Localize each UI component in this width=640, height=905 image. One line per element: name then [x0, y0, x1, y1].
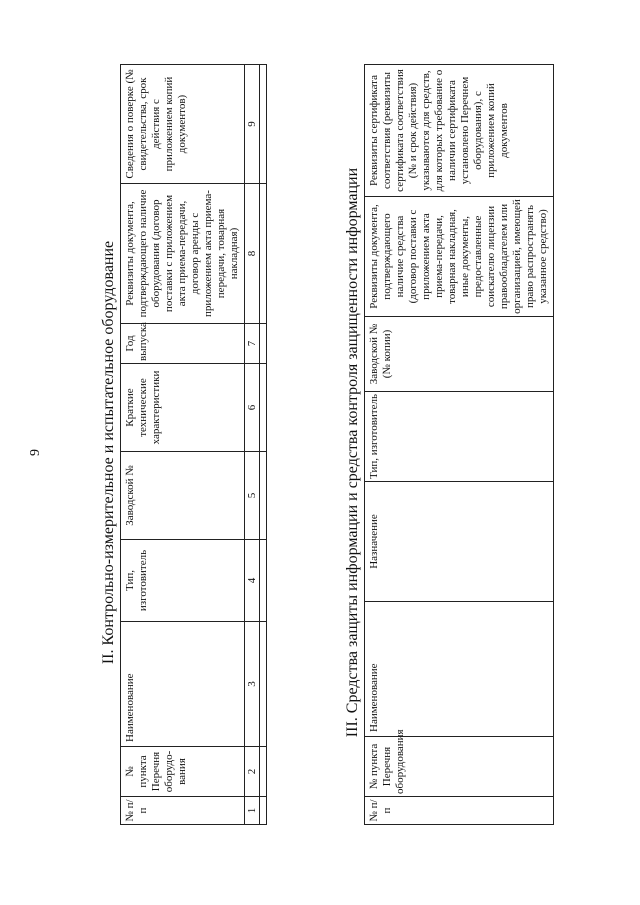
empty-cell [260, 364, 267, 452]
empty-cell [260, 747, 267, 797]
header-cell: № п/п [365, 797, 554, 825]
column-number-row [245, 65, 260, 825]
header-cell: Наименование [365, 602, 554, 737]
column-number: 9 [245, 65, 260, 184]
header-row [365, 65, 554, 825]
header-cell: № пункта Перечня оборудо-вания [121, 747, 245, 797]
header-cell: № п/п [121, 797, 245, 825]
header-cell: Заводской № [121, 452, 245, 540]
security-tools-table [364, 64, 554, 825]
header-row [121, 65, 245, 825]
header-cell: Тип, изготовитель [365, 392, 554, 482]
header-cell: Тип, изготовитель [121, 540, 245, 622]
column-number: 2 [245, 747, 260, 797]
empty-cell [260, 65, 267, 184]
column-number: 8 [245, 184, 260, 324]
column-number: 4 [245, 540, 260, 622]
header-cell: Сведения о поверке (№ свидетельства, срок действия с приложением копий документов) [121, 65, 245, 184]
empty-row [260, 65, 267, 825]
header-cell: Заводской № (№ копии) [365, 317, 554, 392]
empty-cell [260, 452, 267, 540]
header-cell: Назначение [365, 482, 554, 602]
section-2-title: II. Контрольно-измерительное и испытательное оборудование [100, 240, 117, 665]
column-number: 3 [245, 622, 260, 747]
page-number: 9 [28, 449, 43, 456]
empty-cell [260, 540, 267, 622]
column-number: 6 [245, 364, 260, 452]
header-cell: Наименование [121, 622, 245, 747]
empty-cell [260, 184, 267, 324]
header-cell: № пункта Перечня оборудования [365, 737, 554, 797]
section-3-title: III. Средства защиты информации и средства контроля защищенности информации [344, 167, 361, 738]
header-cell: Реквизиты документа, подтверждающего наличие средства (договор поставки с приложением акта приема-передачи, товарная накладная, иные документы, предоставленные соискателю лицензии правообладателем или организацией, имеющей право распространять указанное средство) [365, 197, 554, 317]
empty-cell [260, 622, 267, 747]
header-cell: Краткие технические характеристики [121, 364, 245, 452]
column-number: 1 [245, 797, 260, 825]
equipment-table [120, 64, 267, 825]
column-number: 7 [245, 324, 260, 364]
header-cell: Год выпуска [121, 324, 245, 364]
empty-cell [260, 797, 267, 825]
empty-cell [260, 324, 267, 364]
column-number: 5 [245, 452, 260, 540]
header-cell: Реквизиты документа, подтверждающего наличие оборудования (договор поставки с приложением акта приема-передачи, договор аренды с приложением акта приема-передачи, товарная накладная) [121, 184, 245, 324]
header-cell: Реквизиты сертификата соответствия (реквизиты сертификата соответствия (№ и срок действия) указываются для средств, для которых требование о наличии сертификата установлено Перечнем оборудования), с приложением копий документов [365, 65, 554, 197]
